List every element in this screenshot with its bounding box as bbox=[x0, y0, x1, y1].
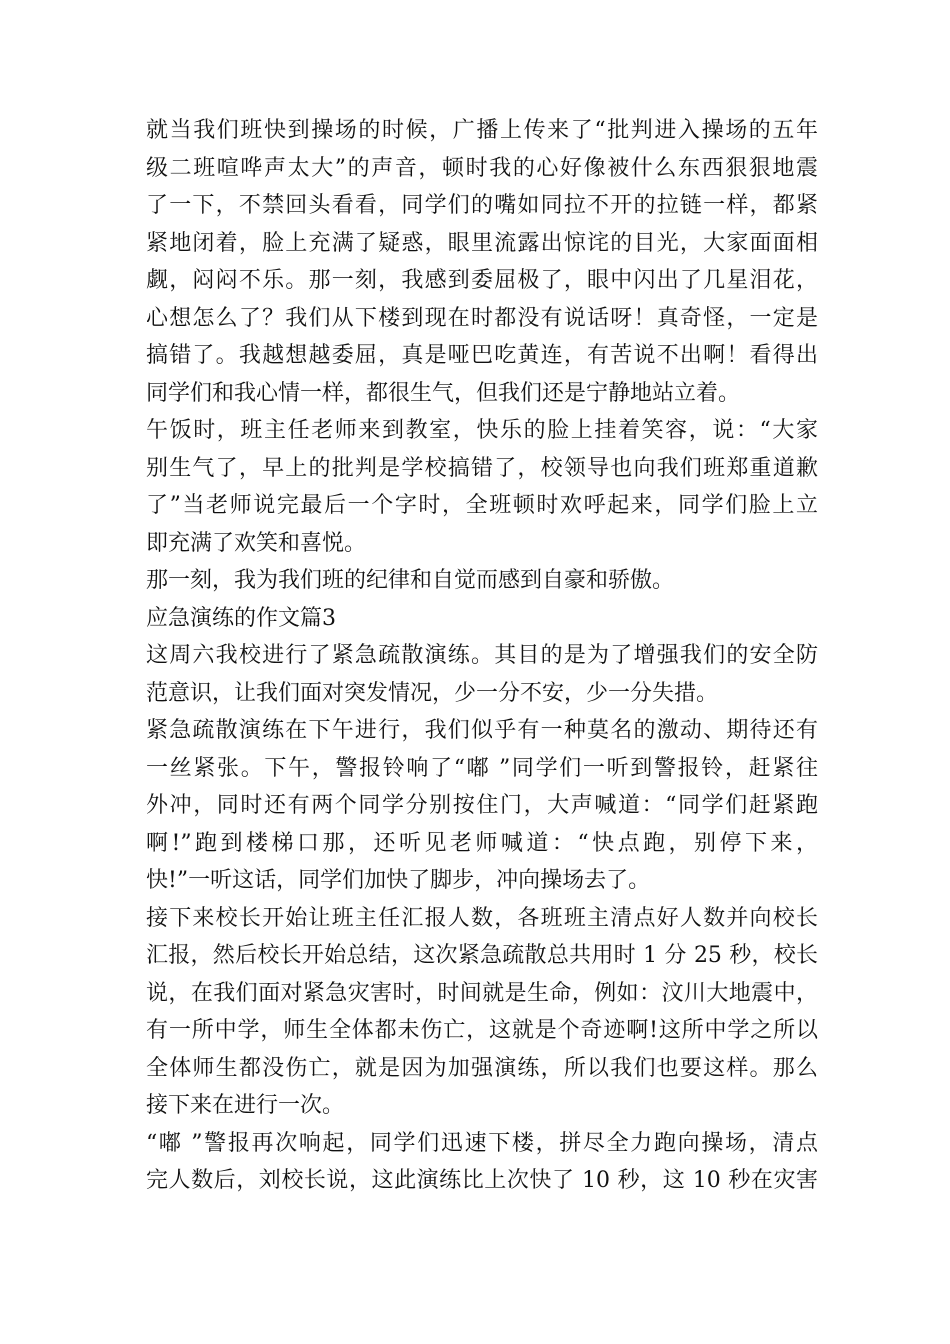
text-line: 快!”一听这话，同学们加快了脚步，冲向操场去了。 bbox=[146, 868, 651, 893]
essay-text bbox=[146, 112, 818, 1200]
text-line: 那一刻，我为我们班的纪律和自觉而感到自豪和骄傲。 bbox=[146, 568, 675, 593]
text-line: 这周六我校进行了紧急疏散演练。其目的是为了增强我们的安全防 bbox=[146, 643, 818, 668]
text-line: 说，在我们面对紧急灾害时，时间就是生命，例如：汶川大地震中， bbox=[146, 980, 818, 1006]
text-line: “嘟 ”警报再次响起，同学们迅速下楼，拼尽全力跑向操场，清点 bbox=[146, 1130, 818, 1156]
text-line: 觑，闷闷不乐。那一刻，我感到委屈极了，眼中闪出了几星泪花， bbox=[146, 268, 818, 293]
text-line: 就当我们班快到操场的时候，广播上传来了“批判进入操场的五年 bbox=[146, 118, 818, 143]
text-line: 应急演练的作文篇3 bbox=[146, 605, 336, 631]
text-line: 汇报，然后校长开始总结，这次紧急疏散总共用时 1 分 25 秒，校长 bbox=[146, 943, 818, 968]
text-line: 了”当老师说完最后一个字时，全班顿时欢呼起来，同学们脸上立 bbox=[146, 493, 818, 518]
text-line: 搞错了。我越想越委屈，真是哑巴吃黄连，有苦说不出啊！看得出 bbox=[146, 343, 818, 368]
text-line: 心想怎么了？我们从下楼到现在时都没有说话呀！真奇怪，一定是 bbox=[146, 305, 818, 331]
text-line: 午饭时，班主任老师来到教室，快乐的脸上挂着笑容，说：“大家 bbox=[146, 418, 818, 443]
text-line: 紧急疏散演练在下午进行，我们似乎有一种莫名的激动、期待还有 bbox=[146, 718, 818, 743]
text-line: 有一所中学，师生全体都未伤亡，这就是个奇迹啊!这所中学之所以 bbox=[146, 1018, 818, 1043]
text-line: 完人数后，刘校长说，这此演练比上次快了 10 秒，这 10 秒在灾害 bbox=[146, 1168, 818, 1193]
text-line: 别生气了，早上的批判是学校搞错了，校领导也向我们班郑重道歉 bbox=[146, 455, 818, 481]
text-line: 外冲，同时还有两个同学分别按住门，大声喊道：“同学们赶紧跑 bbox=[146, 793, 818, 818]
text-line: 一丝紧张。下午，警报铃响了“嘟 ”同学们一听到警报铃，赶紧往 bbox=[146, 755, 818, 781]
text-line: 接下来校长开始让班主任汇报人数，各班班主清点好人数并向校长 bbox=[146, 905, 818, 931]
text-line: 接下来在进行一次。 bbox=[146, 1093, 345, 1118]
text-line: 啊!”跑到楼梯口那，还听见老师喊道：“快点跑，别停下来， bbox=[146, 830, 818, 856]
text-line: 级二班喧哗声太大”的声音，顿时我的心好像被什么东西狠狠地震 bbox=[146, 155, 818, 181]
text-line: 同学们和我心情一样，都很生气，但我们还是宁静地站立着。 bbox=[146, 380, 741, 406]
text-line: 了一下，不禁回头看看，同学们的嘴如同拉不开的拉链一样，都紧 bbox=[146, 193, 818, 218]
text-line: 紧地闭着，脸上充满了疑惑，眼里流露出惊诧的目光，大家面面相 bbox=[146, 230, 818, 256]
text-line: 即充满了欢笑和喜悦。 bbox=[146, 530, 367, 556]
text-line: 全体师生都没伤亡，就是因为加强演练，所以我们也要这样。那么 bbox=[146, 1055, 818, 1081]
text-line: 范意识，让我们面对突发情况，少一分不安，少一分失措。 bbox=[146, 680, 719, 706]
